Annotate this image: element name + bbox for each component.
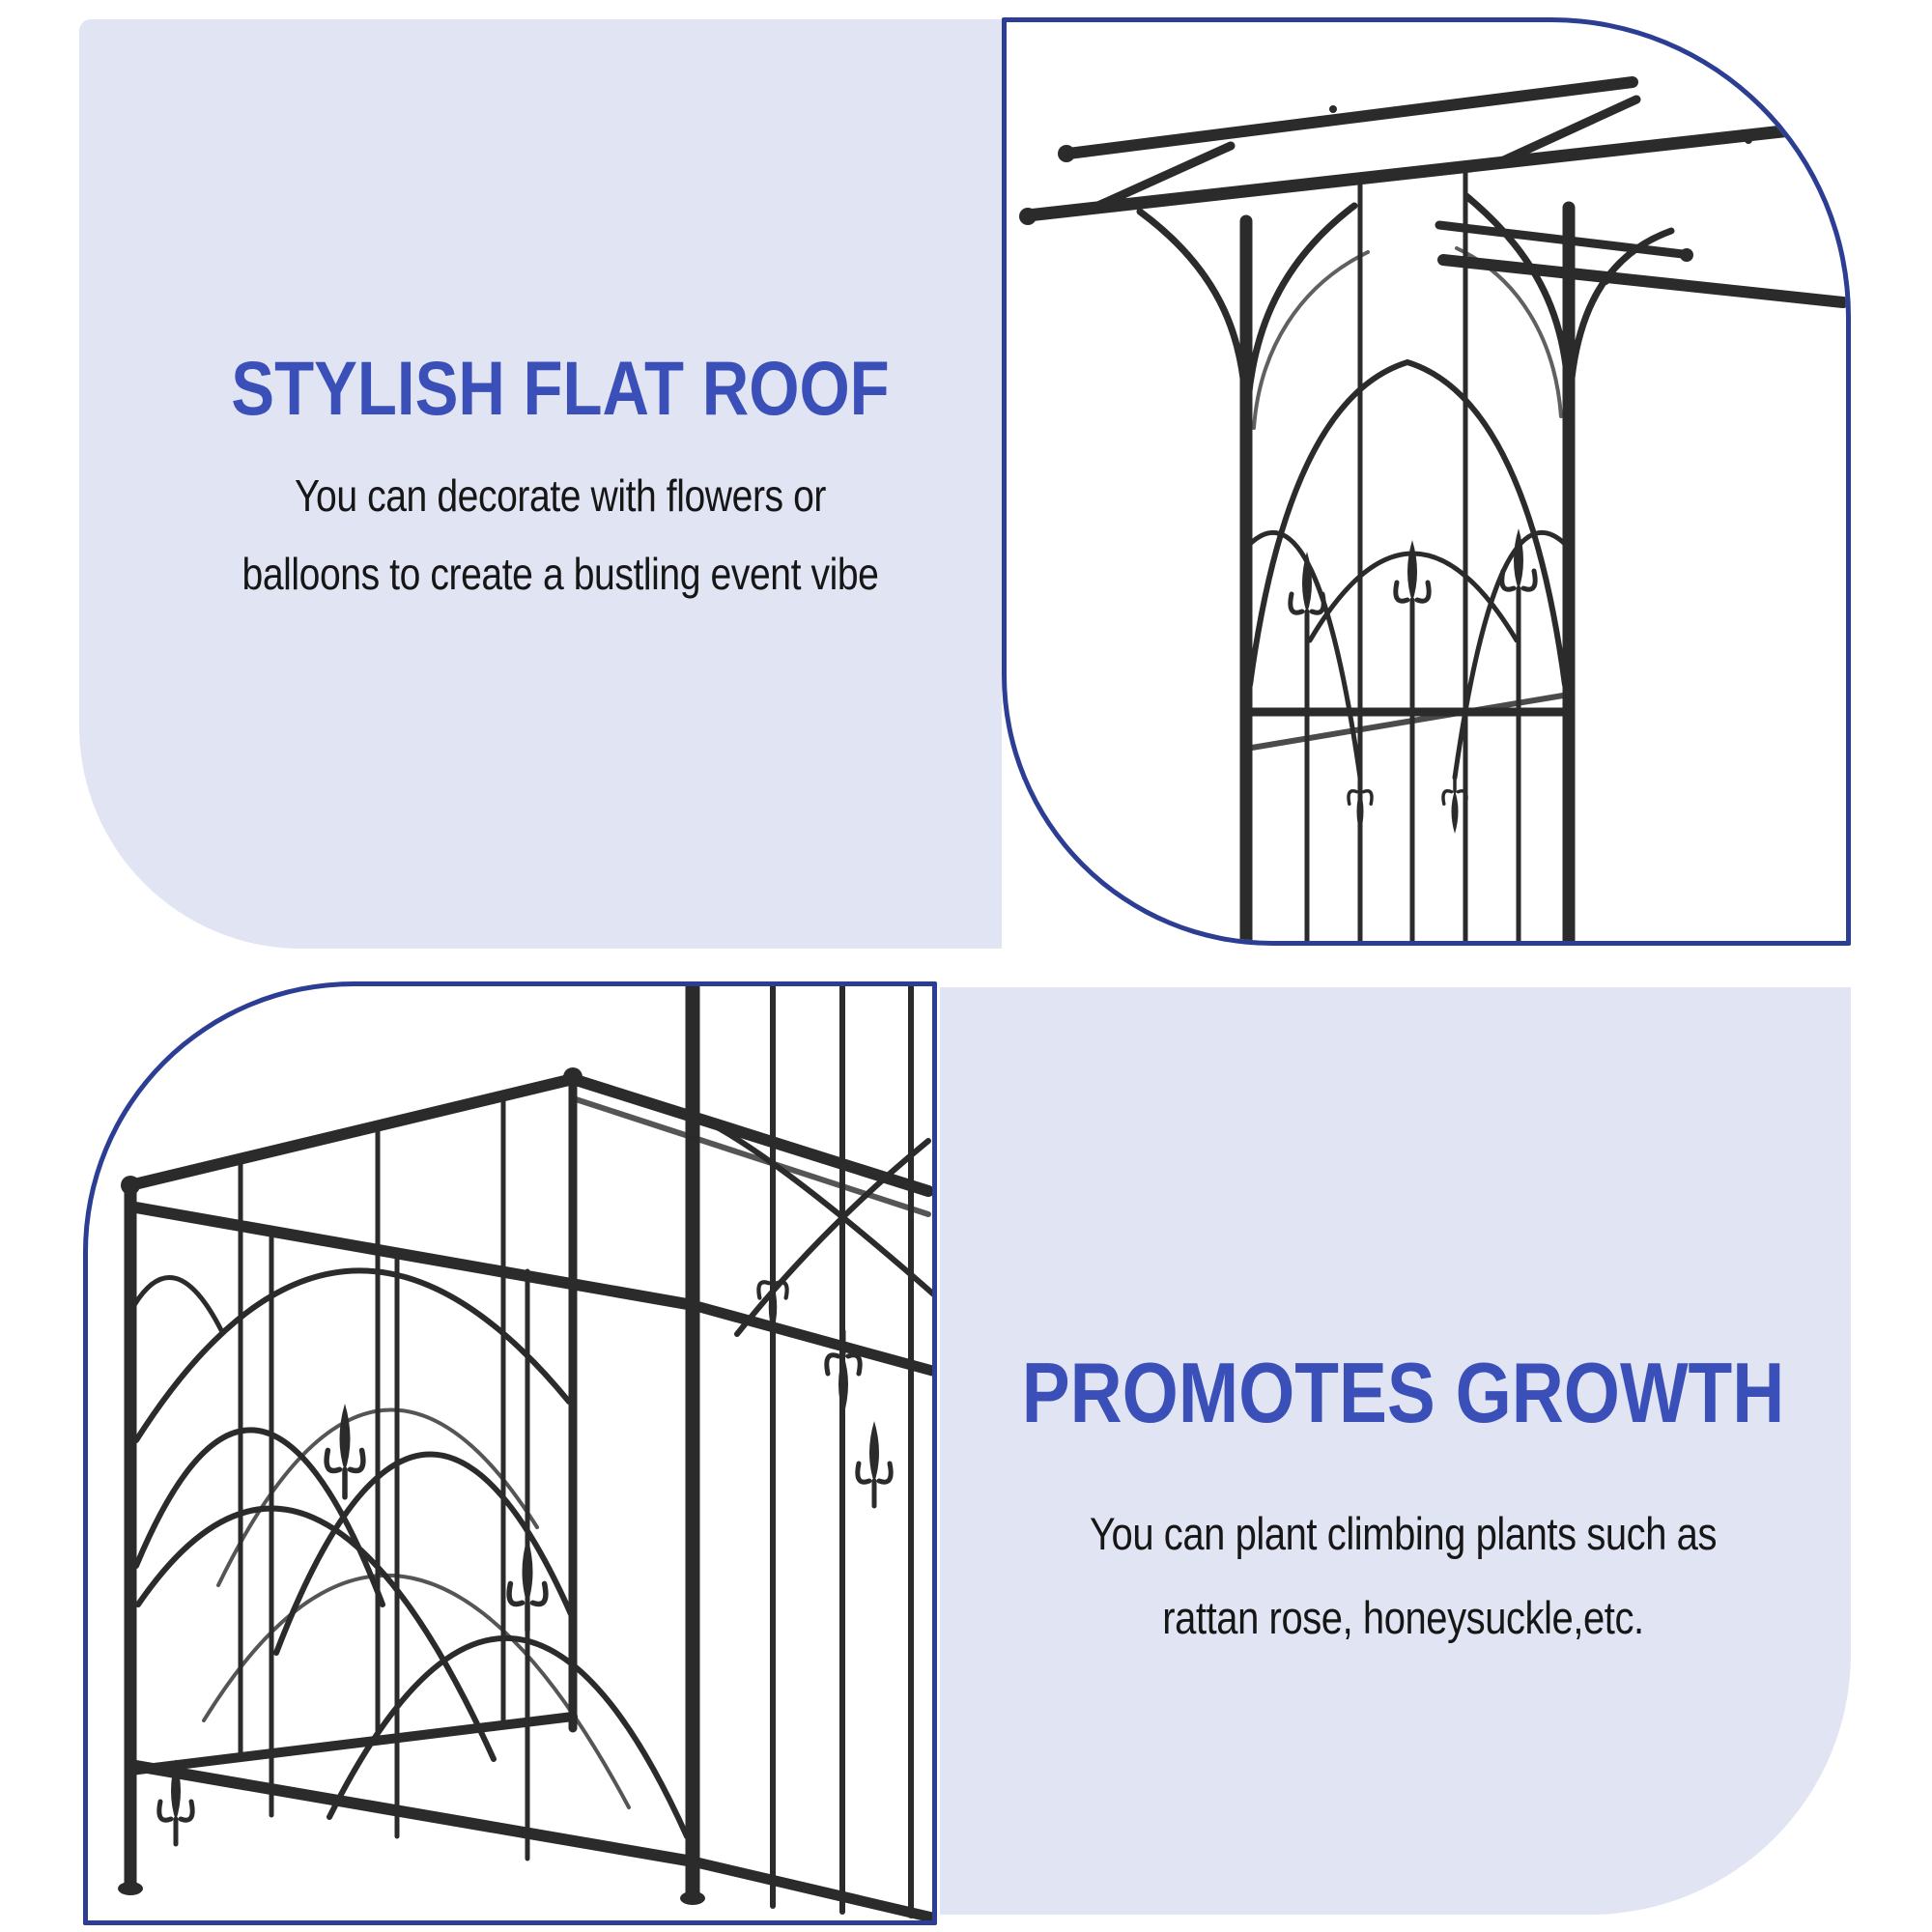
arbor-base-illustration — [88, 986, 932, 1920]
photo-frame-arbor-base — [83, 981, 937, 1925]
feature-description-line: You can decorate with flowers or — [294, 470, 827, 521]
feature-description-line: rattan rose, honeysuckle,etc. — [1162, 1592, 1644, 1643]
feature-description-flat-roof — [175, 457, 947, 613]
arbor-top-illustration — [1007, 22, 1846, 941]
feature-title-promotes-growth: PROMOTES GROWTH — [1021, 1345, 1785, 1440]
feature-title-flat-roof: STYLISH FLAT ROOF — [231, 345, 890, 431]
feature-description-promotes-growth — [1019, 1492, 1787, 1660]
feature-description-line: You can plant climbing plants such as — [1089, 1508, 1718, 1559]
feature-block-promotes-growth — [952, 1345, 1855, 1660]
photo-frame-arbor-top — [1002, 17, 1851, 946]
feature-description-line: balloons to create a bustling event vibe — [242, 549, 879, 599]
feature-block-flat-roof — [106, 345, 1014, 613]
